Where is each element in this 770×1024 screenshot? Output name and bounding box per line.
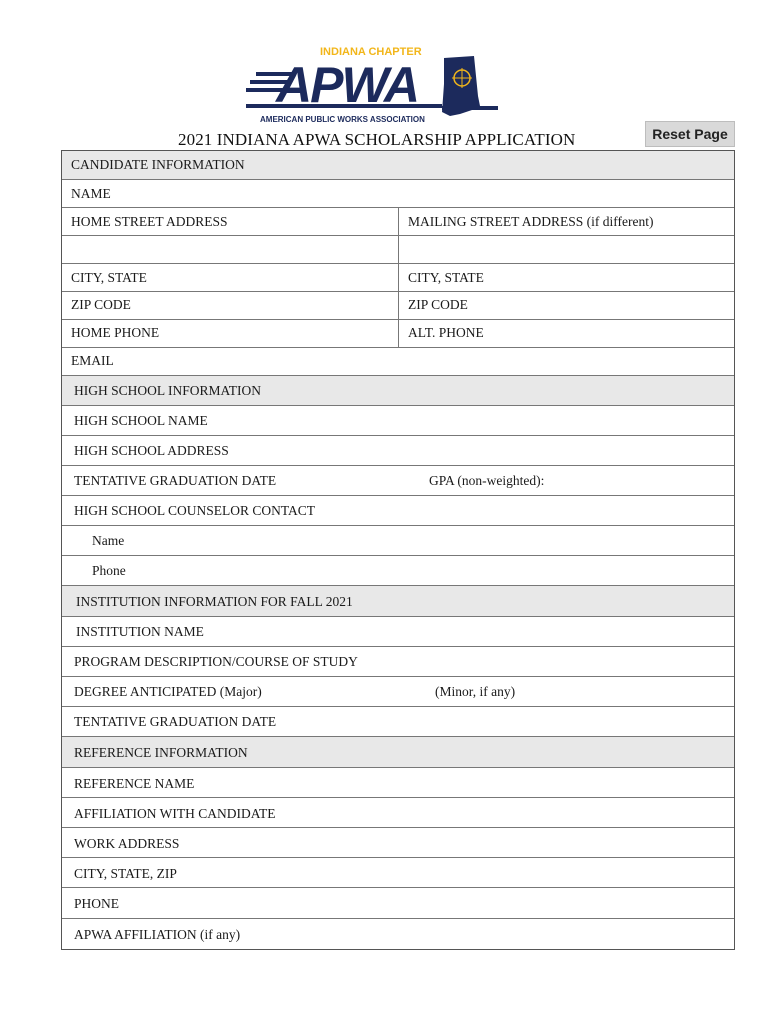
row-degree <box>62 677 734 707</box>
field-label: CITY, STATE <box>71 270 147 285</box>
field-affiliation-with-candidate[interactable] <box>62 798 734 828</box>
field-high-school-name[interactable] <box>62 406 734 436</box>
reset-page-button[interactable]: Reset Page <box>645 121 735 147</box>
section-candidate-info <box>62 151 734 180</box>
section-label: REFERENCE INFORMATION <box>74 745 248 760</box>
row-city-state <box>62 264 734 292</box>
row-street-address <box>62 208 734 236</box>
field-label: NAME <box>71 186 111 201</box>
field-label: ZIP CODE <box>408 297 468 312</box>
field-degree-minor[interactable] <box>412 677 734 706</box>
section-reference-info <box>62 737 734 768</box>
row-zip <box>62 292 734 320</box>
row-street-address-line2 <box>62 236 734 264</box>
section-label: INSTITUTION INFORMATION FOR FALL 2021 <box>76 594 353 609</box>
row-hs-grad-gpa <box>62 466 734 496</box>
section-label: HIGH SCHOOL INFORMATION <box>74 383 262 398</box>
field-email[interactable] <box>62 348 734 376</box>
field-label: APWA AFFILIATION (if any) <box>74 927 241 942</box>
field-home-phone[interactable] <box>62 320 399 347</box>
field-label: TENTATIVE GRADUATION DATE <box>74 473 277 488</box>
row-phone <box>62 320 734 348</box>
field-label: Name <box>92 533 125 548</box>
field-alt-phone[interactable] <box>399 320 734 347</box>
field-apwa-affiliation[interactable] <box>62 919 734 949</box>
field-label: HOME PHONE <box>71 325 160 340</box>
field-program-description[interactable] <box>62 647 734 677</box>
field-degree-major[interactable] <box>62 677 412 706</box>
field-hs-graduation-date[interactable] <box>62 466 412 495</box>
section-institution-info <box>62 586 734 617</box>
field-institution-name[interactable] <box>62 617 734 647</box>
application-form <box>61 150 735 950</box>
field-reference-city-state-zip[interactable] <box>62 858 734 888</box>
field-institution-graduation-date[interactable] <box>62 707 734 737</box>
field-home-zip[interactable] <box>62 292 399 319</box>
field-work-address[interactable] <box>62 828 734 858</box>
page-title: 2021 INDIANA APWA SCHOLARSHIP APPLICATION <box>178 130 576 149</box>
association-text: AMERICAN PUBLIC WORKS ASSOCIATION <box>260 115 425 124</box>
field-home-street[interactable] <box>62 208 399 235</box>
apwa-indiana-logo <box>246 44 498 124</box>
field-label: WORK ADDRESS <box>74 836 180 851</box>
field-label: HIGH SCHOOL COUNSELOR CONTACT <box>74 503 316 518</box>
field-label: HIGH SCHOOL ADDRESS <box>74 443 229 458</box>
field-mailing-zip[interactable] <box>399 292 734 319</box>
field-label: INSTITUTION NAME <box>76 624 204 639</box>
field-label: (Minor, if any) <box>435 684 516 699</box>
field-gpa[interactable] <box>412 466 734 495</box>
field-label: PROGRAM DESCRIPTION/COURSE OF STUDY <box>74 654 358 669</box>
logo-text: APWA <box>276 57 418 113</box>
field-label: ALT. PHONE <box>408 325 484 340</box>
field-label: HOME STREET ADDRESS <box>71 214 228 229</box>
field-mailing-street-line2[interactable] <box>399 236 734 263</box>
field-reference-name[interactable] <box>62 768 734 798</box>
field-label: REFERENCE NAME <box>74 776 195 791</box>
chapter-text: INDIANA CHAPTER <box>320 46 422 58</box>
field-home-city-state[interactable] <box>62 264 399 291</box>
field-label: AFFILIATION WITH CANDIDATE <box>74 806 276 821</box>
field-label: ZIP CODE <box>71 297 131 312</box>
field-label: CITY, STATE <box>408 270 484 285</box>
field-name[interactable] <box>62 180 734 208</box>
field-label: MAILING STREET ADDRESS (if different) <box>408 214 654 229</box>
field-label: PHONE <box>74 896 120 911</box>
field-label: HIGH SCHOOL NAME <box>74 413 208 428</box>
field-mailing-street[interactable] <box>399 208 734 235</box>
section-high-school-info <box>62 376 734 406</box>
field-label: EMAIL <box>71 353 114 368</box>
field-mailing-city-state[interactable] <box>399 264 734 291</box>
field-counselor-name[interactable] <box>62 526 734 556</box>
field-label: TENTATIVE GRADUATION DATE <box>74 714 277 729</box>
field-reference-phone[interactable] <box>62 888 734 919</box>
field-home-street-line2[interactable] <box>62 236 399 263</box>
field-hs-counselor-contact <box>62 496 734 526</box>
field-label: DEGREE ANTICIPATED (Major) <box>74 684 262 699</box>
section-label: CANDIDATE INFORMATION <box>71 157 245 172</box>
field-label: CITY, STATE, ZIP <box>74 866 177 881</box>
field-counselor-phone[interactable] <box>62 556 734 586</box>
field-label: GPA (non-weighted): <box>429 473 545 488</box>
field-label: Phone <box>92 563 126 578</box>
field-high-school-address[interactable] <box>62 436 734 466</box>
